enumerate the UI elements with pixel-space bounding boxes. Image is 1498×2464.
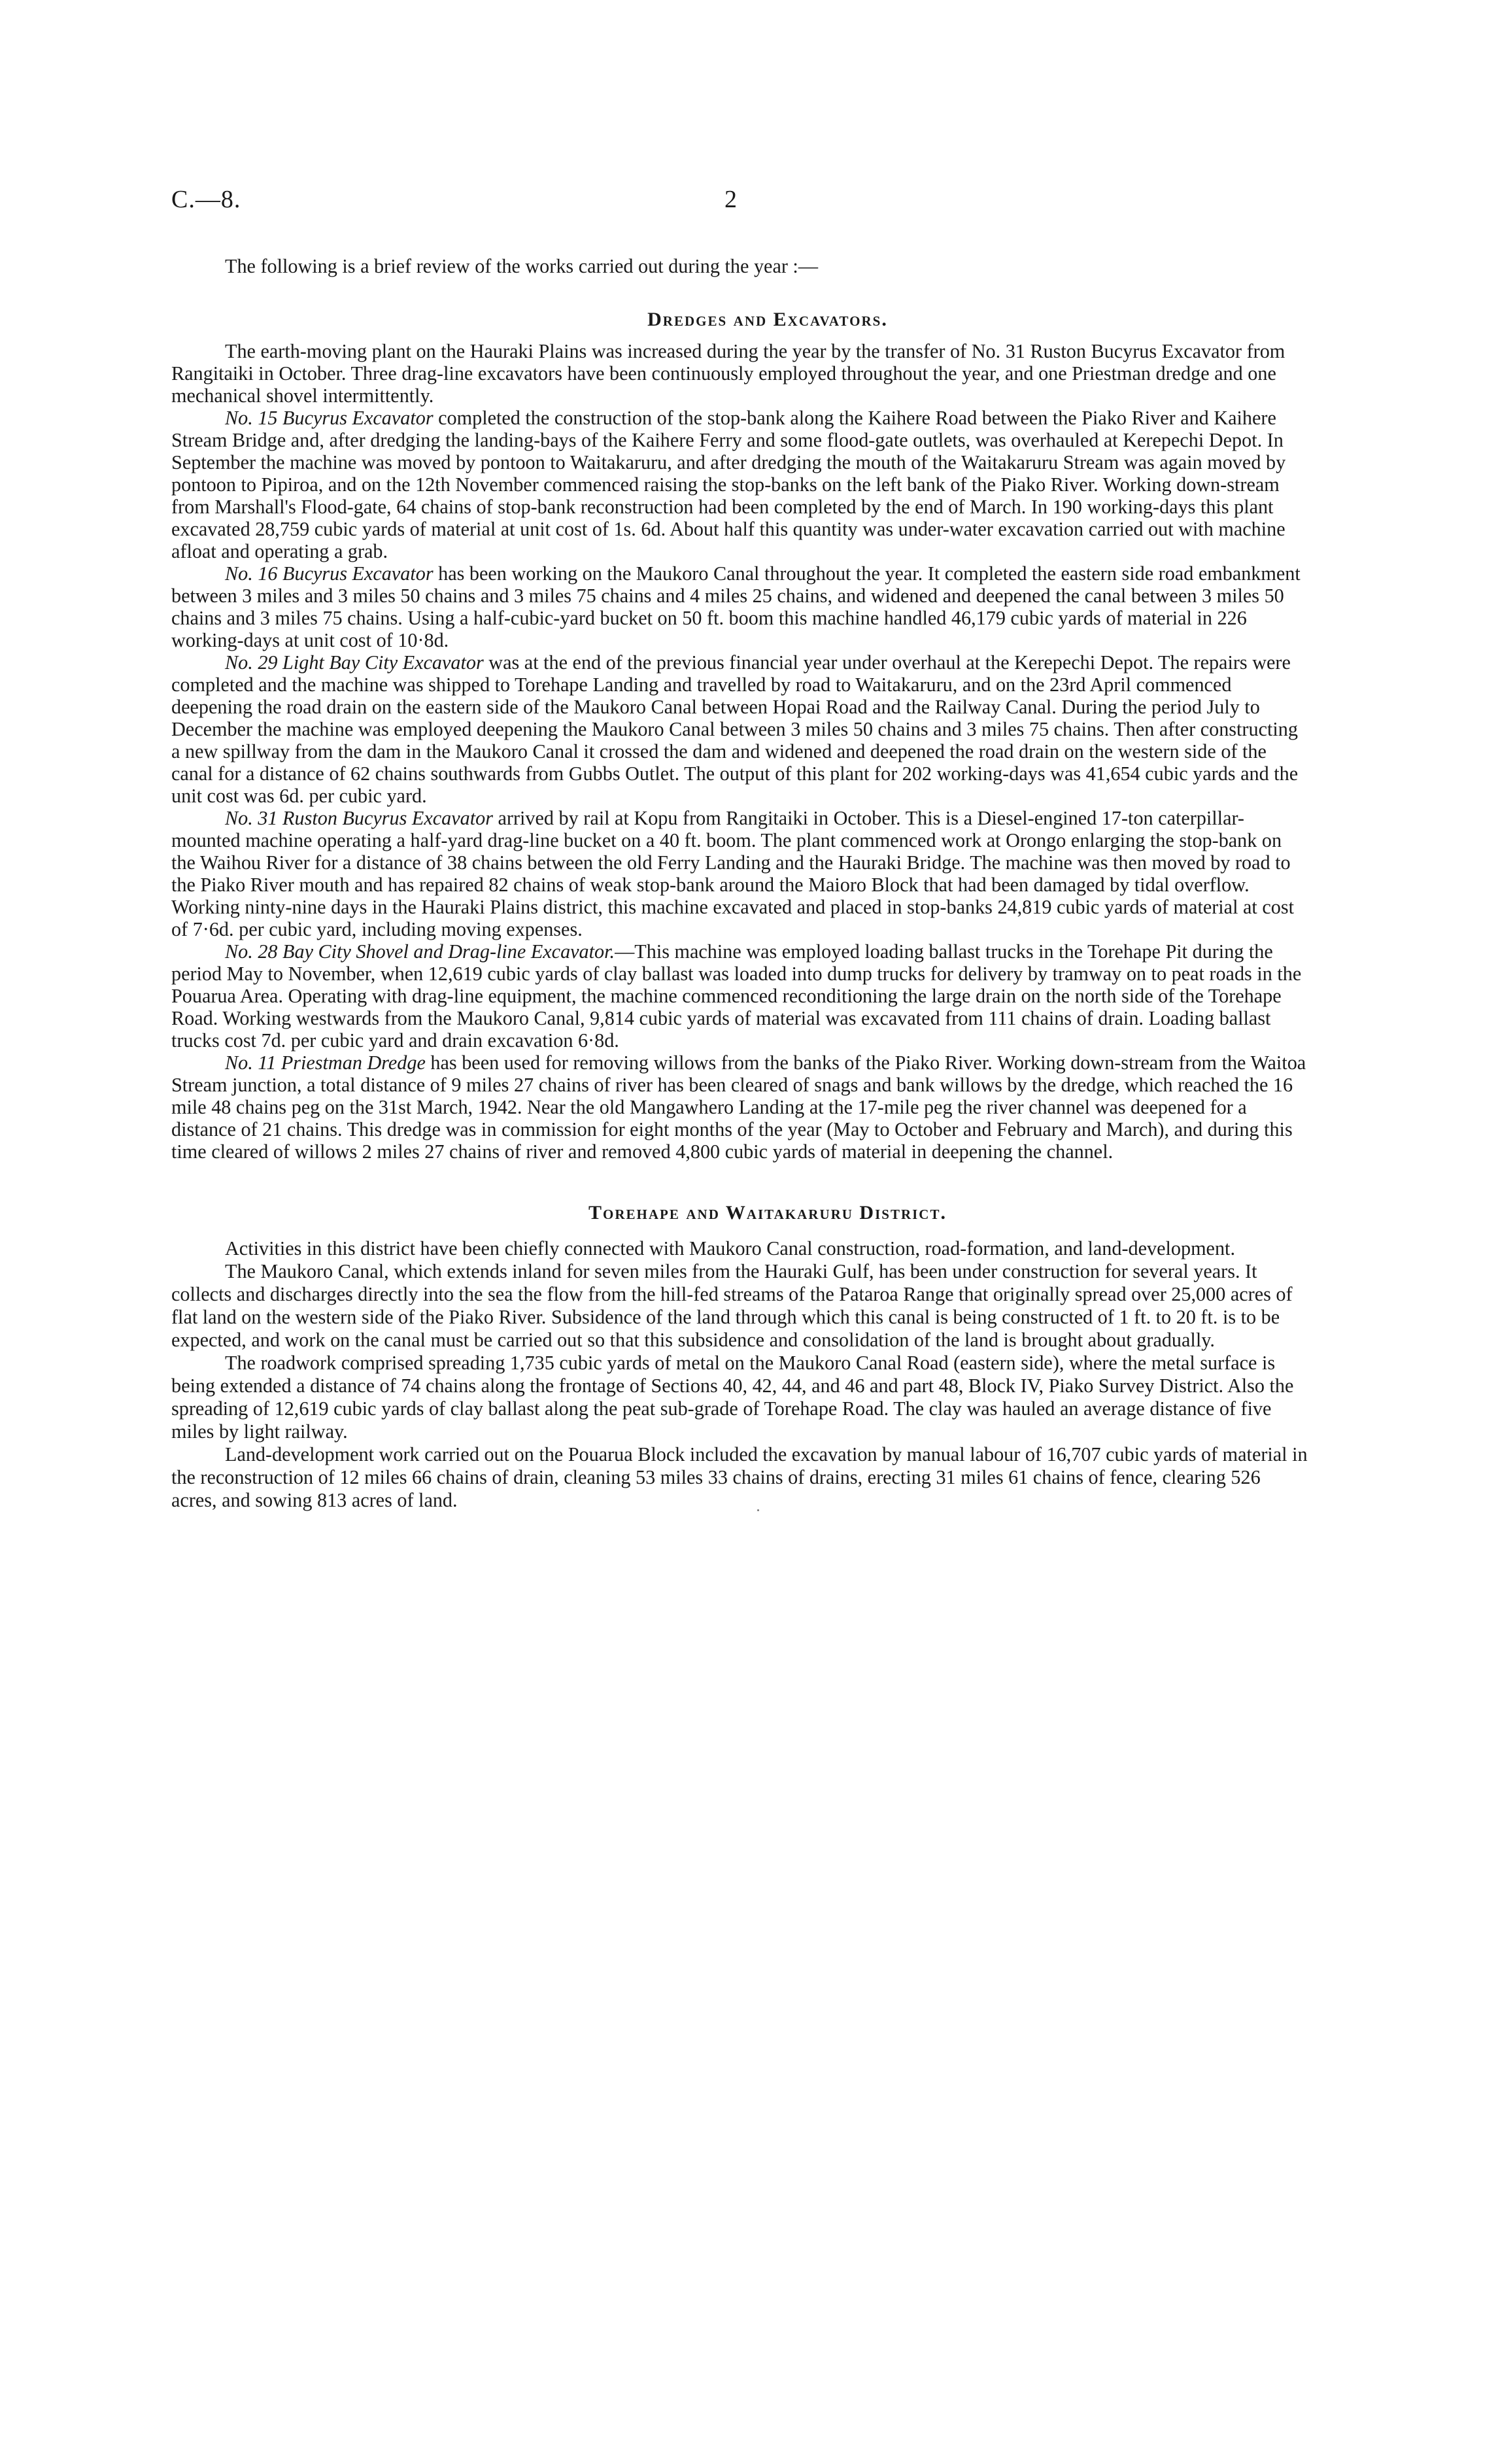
stray-print-mark [757, 1509, 759, 1511]
paragraph-no31-excavator [171, 807, 1310, 940]
paragraph-no16-excavator [171, 562, 1310, 651]
paragraph-text-no15: completed the construction of the stop-bank along the Kaihere Road between the Piako River and Kaihere Stream Bridge and, after dredging the landing-bays of the Kaihere Ferry and some flood-gate outlets, was overhauled at Kerepechi Depot. In September the machine was moved by pontoon to Waitakaruru, and after dredging the mouth of the Waitakaruru Stream was again moved by pontoon to Pipiroa, and on the 12th November commenced raising the stop-banks on the left bank of the Piako River. Working down-stream from Marshall's Flood-gate, 64 chains of stop-bank reconstruction had been completed by the end of March. In 190 working-days this plant excavated 28,759 cubic yards of material at unit cost of 1s. 6d. About half this quantity was under-water excavation carried out with machine afloat and operating a grab. [171, 407, 1286, 562]
section-heading-torehape: Torehape and Waitakaruru District. [588, 1202, 947, 1223]
paragraph-text-no29: was at the end of the previous financial year under overhaul at the Kerepechi Depot. The repairs were completed and the machine was shipped to Torehape Landing and travelled by road to Waitakaruru, and on the 23rd April commenced deepening the road drain on the eastern side of the Maukoro Canal between Hopai Road and the Railway Canal. During the period July to December the machine was employed deepening the Maukoro Canal between 3 miles 50 chains and 3 miles 75 chains. Then after constructing a new spillway from the dam in the Maukoro Canal it crossed the dam and widened and deepened the road drain on the western side of the canal for a distance of 62 chains southwards from Gubbs Outlet. The output of this plant for 202 working-days was 41,654 cubic yards and the unit cost was 6d. per cubic yard. [171, 651, 1299, 807]
paragraph-text-no28: —This machine was employed loading ballast trucks in the Torehape Pit during the period May to November, when 12,619 cubic yards of clay ballast was loaded into dump trucks for delivery by tramway on to peat roads in the Pouarua Area. Operating with drag-line equipment, the machine commenced reconditioning the large drain on the north side of the Torehape Road. Working westwards from the Maukoro Canal, 9,814 cubic yards of material was excavated from 111 chains of drain. Loading ballast trucks cost 7d. per cubic yard and drain excavation 6·8d. [171, 940, 1302, 1052]
paragraph-plant-overview: The earth-moving plant on the Hauraki Plains was increased during the year by the transfer of No. 31 Ruston Bucyrus Excavator from Rangitaiki in October. Three drag-line excavators have been continuously employed throughout the year, and one Priestman dredge and one mechanical shovel intermittently. [171, 340, 1285, 407]
plant-name-no28: No. 28 Bay City Shovel and Drag-line Excavator. [225, 940, 615, 963]
paragraph-district-activities: Activities in this district have been chiefly connected with Maukoro Canal construction, road-formation, and land-development. [225, 1237, 1235, 1259]
section-heading-dredges: Dredges and Excavators. [647, 309, 888, 330]
paragraph-text-no11: has been used for removing willows from the banks of the Piako River. Working down-stream from the Waitoa Stream junction, a total distance of 9 miles 27 chains of river has been cleared of snags and bank willows by the dredge, which reached the 16 mile 48 chains peg on the 31st March, 1942. Near the old Mangawhero Landing at the 17-mile peg the river channel was deepened for a distance of 21 chains. This dredge was in commission for eight months of the year (May to October and February and March), and during this time cleared of willows 2 miles 27 chains of river and removed 4,800 cubic yards of material in deepening the channel. [171, 1052, 1306, 1163]
plant-name-no11: No. 11 Priestman Dredge [225, 1052, 426, 1074]
plant-name-no16: No. 16 Bucyrus Excavator [225, 562, 434, 585]
paragraph-land-development: Land-development work carried out on the Pouarua Block included the excavation by manual labour of 16,707 cubic yards of material in the reconstruction of 12 miles 66 chains of drain, cleaning 53 miles 33 chains of drains, erecting 31 miles 61 chains of fence, clearing 526 acres, and sowing 813 acres of land. [171, 1443, 1308, 1511]
paragraph-no29-excavator [171, 651, 1310, 807]
paragraph-text-no16: has been working on the Maukoro Canal throughout the year. It completed the eastern side road embankment between 3 miles and 3 miles 50 chains and 3 miles 75 chains and 4 miles 25 chains, and widened and deepened the canal between 3 miles 50 chains and 3 miles 75 chains. Using a half-cubic-yard bucket on 50 ft. boom this machine handled 46,179 cubic yards of material in 226 working-days at unit cost of 10·8d. [171, 562, 1301, 651]
paragraph-no28-shovel [171, 940, 1310, 1052]
plant-name-no15: No. 15 Bucyrus Excavator [225, 407, 434, 429]
plant-name-no29: No. 29 Light Bay City Excavator [225, 651, 484, 674]
paragraph-text-no31: arrived by rail at Kopu from Rangitaiki in October. This is a Diesel-engined 17-ton caterpillar-mounted machine operating a half-yard drag-line bucket on a 40 ft. boom. The plant commenced work at Orongo enlarging the stop-bank on the Waihou River for a distance of 38 chains between the old Ferry Landing and the Hauraki Bridge. The machine was then moved by road to the Piako River mouth and has repaired 82 chains of weak stop-bank around the Maioro Block that had been damaged by tidal overflow. Working ninty-nine days in the Hauraki Plains district, this machine excavated and placed in stop-banks 24,819 cubic yards of material at cost of 7·6d. per cubic yard, including moving expenses. [171, 807, 1294, 940]
plant-name-no31: No. 31 Ruston Bucyrus Excavator [225, 807, 493, 829]
paragraph-no15-excavator [171, 407, 1310, 562]
paragraph-no11-dredge [171, 1052, 1310, 1163]
intro-paragraph: The following is a brief review of the works carried out during the year :— [225, 255, 819, 277]
paragraph-maukoro-canal: The Maukoro Canal, which extends inland for seven miles from the Hauraki Gulf, has been under construction for several years. It collects and discharges directly into the sea the flow from the hill-fed streams of the Pataroa Range that originally spread over 25,000 acres of flat land on the western side of the Piako River. Subsidence of the land through which this canal is being constructed of 1 ft. to 20 ft. is to be expected, and work on the canal must be carried out so that this subsidence and consolidation of the land is brought about gradually. [171, 1260, 1293, 1351]
paragraph-roadwork: The roadwork comprised spreading 1,735 cubic yards of metal on the Maukoro Canal Road (eastern side), where the metal surface is being extended a distance of 74 chains along the frontage of Sections 40, 42, 44, and 46 and part 48, Block IV, Piako Survey District. Also the spreading of 12,619 cubic yards of clay ballast along the peat sub-grade of Torehape Road. The clay was hauled an average distance of five miles by light railway. [171, 1352, 1294, 1443]
body-column [171, 255, 1310, 1512]
page-number: 2 [724, 186, 737, 213]
document-reference: C.—8. [171, 186, 241, 213]
